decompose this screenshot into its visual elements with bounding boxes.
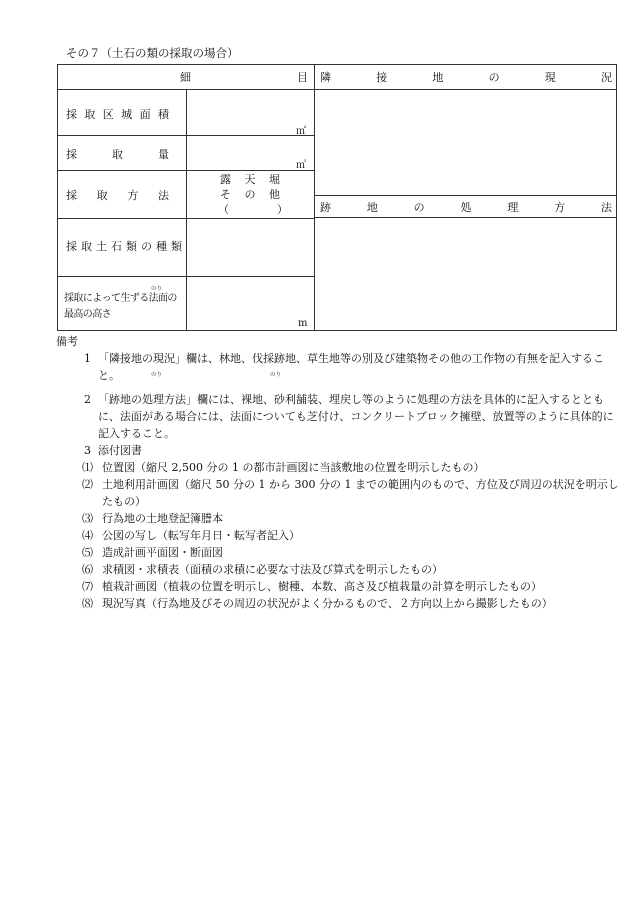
- remark-2: 2 「跡地の処理方法」欄には、裸地、砂利舗装、埋戻し等のように処理の方法を具体的に記入するとともに、法面がある場合には、法面についても芝付け、コンクリートブロック擁壁、放置等のように具体的に記入すること。: [84, 393, 614, 440]
- method-option-other: そ の 他: [220, 188, 280, 201]
- attachment-5: ⑸ 造成計画平面図・断面図: [82, 546, 223, 559]
- area-unit: ㎡: [296, 126, 306, 137]
- slope-height-label-line2: 最高の高さ: [64, 309, 111, 320]
- attachment-7: ⑺ 植栽計画図（植栽の位置を明示し、樹種、本数、高さ及び植栽量の計算を明示したもの）: [82, 580, 542, 593]
- type-label: 採 取 土 石 類 の 種 類: [66, 240, 182, 253]
- method-label: 採 取 方 法: [66, 189, 169, 202]
- attachment-1: ⑴ 位置図（縮尺 2,500 分の 1 の都市計画図に当該敷地の位置を明示したもの）: [82, 461, 485, 474]
- column-rule: [186, 89, 187, 330]
- header-item-label: 細 目: [180, 71, 308, 84]
- remarks-section: [56, 333, 621, 612]
- remark-1: 1 「隣接地の現況」欄は、林地、伐採跡地、草生地等の別及び建築物その他の工作物の有無を記入すること。: [84, 352, 604, 382]
- slope-unit: m: [298, 318, 308, 329]
- attachment-4: ⑷ 公図の写し（転写年月日・転写者記入）: [82, 529, 300, 542]
- header-rule: [58, 89, 616, 90]
- attachment-2: ⑵ 土地利用計画図（縮尺 50 分の 1 から 300 分の 1 までの範囲内のもので、方位及び周辺の状況を明示したもの）: [82, 478, 619, 508]
- remark-ruby-1: のり: [151, 372, 163, 378]
- form-caption: その７（土石の類の採取の場合）: [66, 46, 239, 60]
- land-use-form-table: [57, 64, 617, 331]
- remark-3: 3 添付図書: [84, 444, 142, 457]
- amount-label: 採 取 量: [66, 148, 169, 161]
- slope-height-label: 採取によって生ずる法面の: [64, 293, 177, 304]
- attachment-3: ⑶ 行為地の土地登記簿謄本: [82, 512, 223, 525]
- amount-unit: ㎥: [296, 160, 306, 171]
- slope-ruby: のり: [151, 286, 163, 292]
- column-rule: [314, 65, 315, 330]
- attachment-6: ⑹ 求積図・求積表（面積の求積に必要な寸法及び算式を明示したもの）: [82, 563, 443, 576]
- method-other-bracket: （ ）: [218, 203, 288, 216]
- header-restore-label: 跡 地 の 処 理 方 法: [320, 201, 612, 214]
- remark-ruby-2: のり: [270, 372, 282, 378]
- area-label: 採 取 区 城 面 積: [66, 108, 169, 121]
- remarks-title: 備考: [56, 335, 78, 348]
- method-option-open-pit: 露 天 堀: [220, 173, 280, 186]
- attachment-8: ⑻ 現況写真（行為地及びその周辺の状況がよく分かるもので、２方向以上から撮影したもの）: [82, 597, 553, 610]
- row-rule: [314, 195, 616, 196]
- row-rule: [314, 217, 616, 218]
- header-neighbor-label: 隣 接 地 の 現 況: [320, 71, 612, 84]
